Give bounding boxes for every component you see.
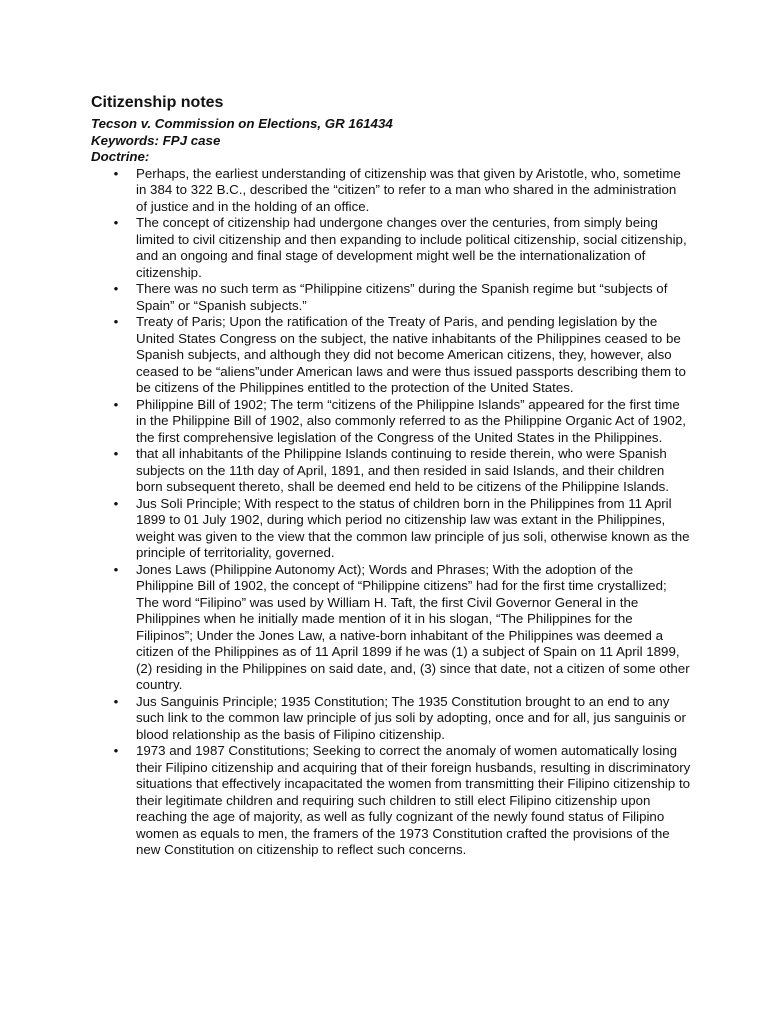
document-title: Citizenship notes [91, 94, 224, 111]
keywords-line: Keywords: FPJ case [91, 132, 221, 148]
list-item-text: 1973 and 1987 Constitutions; Seeking to correct the anomaly of women automatically losing their Filipino citizenship and acquiring that of their foreign husbands, resulting in discriminatory situations that effectively incapacitated the women from transmitting their Filipino citizenship to their legitimate children and requiring such children to still elect Filipino citizenship upon reaching the age of majority, as well as fully cognizant of the newly found status of Filipino women as equals to men, the framers of the 1973 Constitution crafted the provisions of the new Constitution on citizenship to reflect such concerns. [136, 743, 691, 857]
bullet-icon: • [113, 693, 119, 709]
list-item [91, 496, 691, 562]
list-item-text: Jones Laws (Philippine Autonomy Act); Words and Phrases; With the adoption of the Philippine Bill of 1902, the concept of “Philippine citizens” had for the first time crystallized; The word “Filipino” was used by William H. Taft, the first Civil Governor General in the Philippines when he initially made mention of it in his slogan, “The Philippines for the Filipinos”; Under the Jones Law, a native-born inhabitant of the Philippines was deemed a citizen of the Philippines as of 11 April 1899 if he was (1) a subject of Spain on 11 April 1899, (2) residing in the Philippines on said date, and, (3) since that date, not a citizen of some other country. [136, 561, 690, 692]
bullet-icon: • [113, 743, 119, 758]
list-item-text: Philippine Bill of 1902; The term “citizens of the Philippine Islands” appeared for the first time in the Philippine Bill of 1902, also commonly referred to as the Philippine Organic Act of 1902, the first comprehensive legislation of the Congress of the United States in the Philippines. [136, 396, 686, 445]
bullet-icon: • [113, 495, 119, 511]
bullet-icon: • [113, 281, 119, 296]
bullet-icon: • [113, 314, 119, 329]
bullet-icon: • [113, 446, 119, 461]
document-page [91, 93, 691, 859]
list-item [91, 562, 691, 694]
list-item-text: Jus Sanguinis Principle; 1935 Constitution; The 1935 Constitution brought to an end to any such link to the common law principle of jus soli by adopting, once and for all, jus sanguinis or blood relationship as the basis of Filipino citizenship. [136, 693, 686, 742]
list-item [91, 166, 691, 216]
list-item-text: Jus Soli Principle; With respect to the status of children born in the Philippines from 11 April 1899 to 01 July 1902, during which period no citizenship law was extant in the Philippines, weight was given to the view that the common law principle of jus soli, otherwise known as the principle of territoriality, governed. [136, 495, 690, 560]
case-title: Tecson v. Commission on Elections, GR 161434 [91, 116, 393, 131]
list-item [91, 446, 691, 496]
list-item [91, 215, 691, 281]
bullet-icon: • [113, 215, 119, 230]
list-item-text: Treaty of Paris; Upon the ratification of the Treaty of Paris, and pending legislation by the United States Congress on the subject, the native inhabitants of the Philippines ceased to be Spanish subjects, and although they did not become American citizens, they, however, also ceased to be “aliens”under American laws and were thus issued passports describing them to be citizens of the Philippines entitled to the protection of the United States. [136, 314, 686, 395]
list-item [91, 397, 691, 447]
doctrine-label: Doctrine: [91, 149, 150, 164]
list-item-text: that all inhabitants of the Philippine Islands continuing to reside therein, who were Spanish subjects on the 11th day of April, 1891, and then resided in said Islands, and their children born subsequent thereto, shall be deemed end held to be citizens of the Philippine Islands. [136, 446, 669, 494]
doctrine-list [91, 166, 691, 859]
list-item-text: Perhaps, the earliest understanding of citizenship was that given by Aristotle, who, sometime in 384 to 322 B.C., described the “citizen” to refer to a man who shared in the administration of justice and in the holding of an office. [136, 165, 681, 214]
list-item [91, 694, 691, 744]
bullet-icon: • [113, 396, 119, 412]
bullet-icon: • [113, 561, 119, 577]
bullet-icon: • [113, 165, 119, 181]
list-item-text: The concept of citizenship had undergone changes over the centuries, from simply being limited to civil citizenship and then expanding to include political citizenship, social citizenship, and an ongoing and final stage of development might well be the internationalization of citizenship. [136, 215, 687, 280]
list-item [91, 281, 691, 314]
list-item [91, 743, 691, 859]
list-item [91, 314, 691, 397]
list-item-text: There was no such term as “Philippine citizens” during the Spanish regime but “subjects of Spain” or “Spanish subjects.” [136, 281, 668, 313]
